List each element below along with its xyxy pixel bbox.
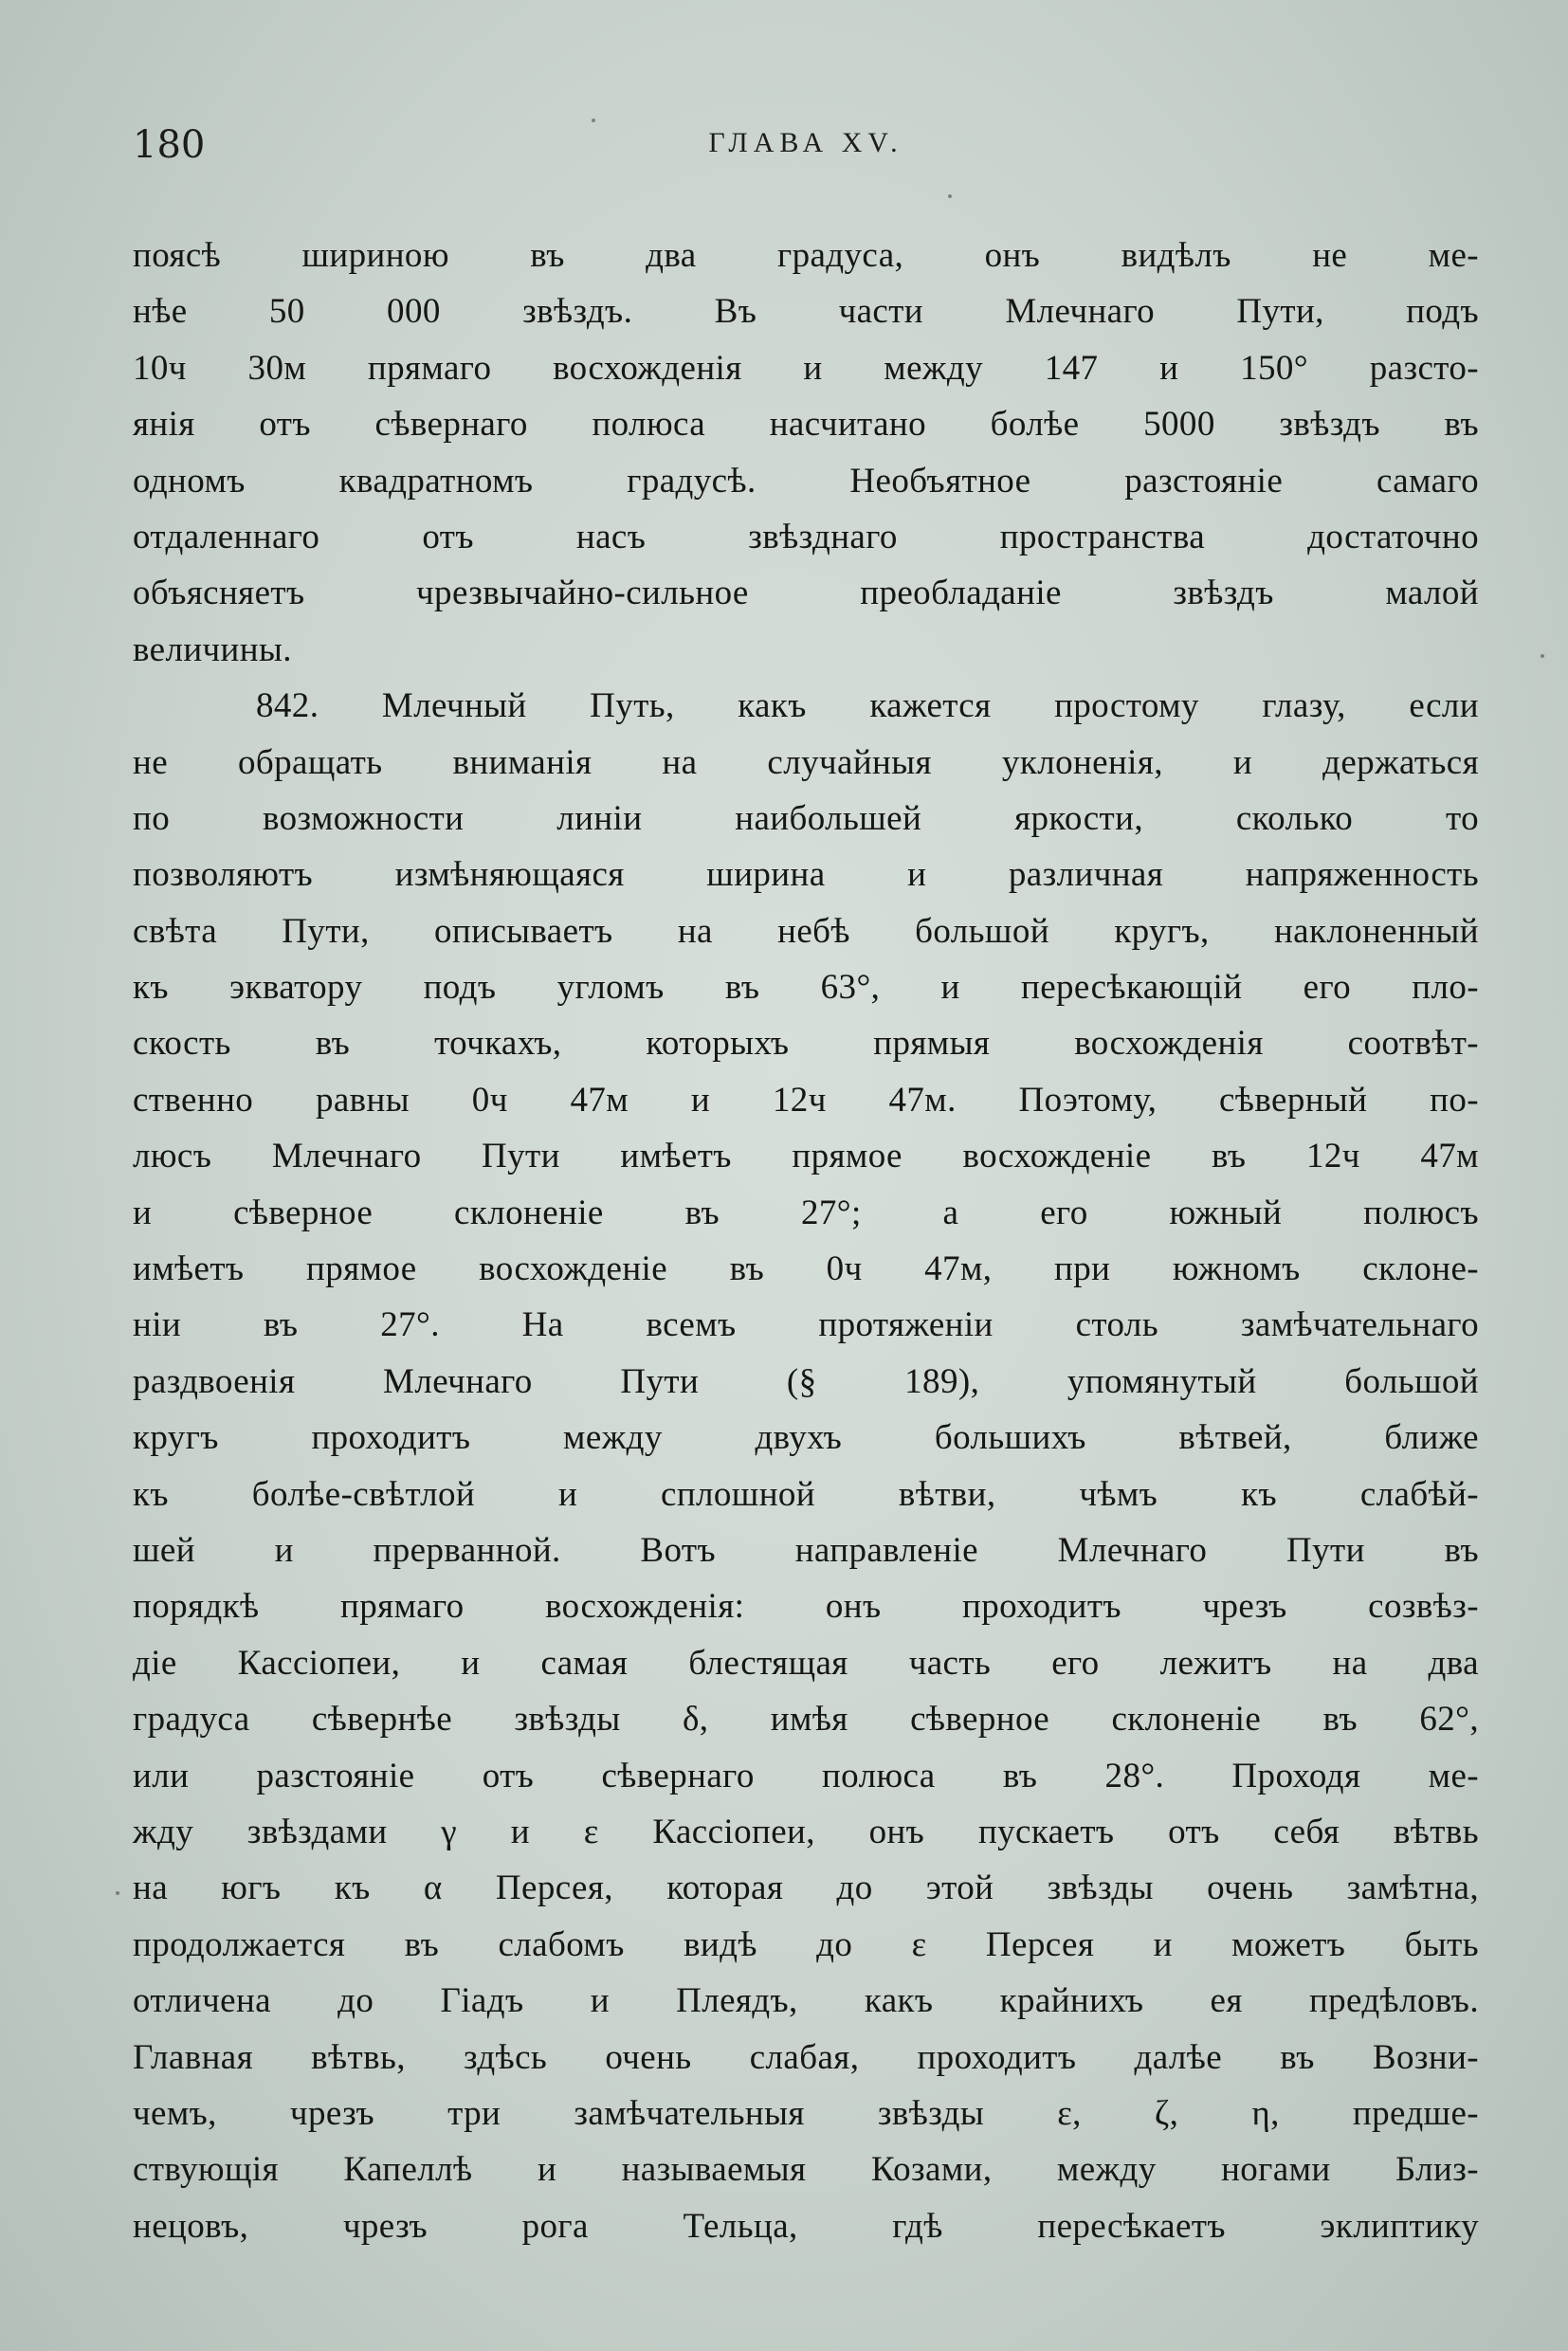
text-line: кругъ проходитъ между двухъ большихъ вѣтвей, ближе — [133, 1418, 1479, 1458]
text-line: ніи въ 27°. На всемъ протяженіи столь замѣчательнаго — [133, 1305, 1479, 1345]
text-line: Главная вѣтвь, здѣсь очень слабая, проходитъ далѣе въ Возни- — [133, 2037, 1479, 2077]
text-line: градуса сѣвернѣе звѣзды δ, имѣя сѣверное склоненіе въ 62°, — [133, 1700, 1479, 1740]
text-line: діе Кассіопеи, и самая блестящая часть его лежитъ на два — [133, 1643, 1479, 1683]
text-line: порядкѣ прямаго восхожденія: онъ проходитъ чрезъ созвѣз- — [133, 1587, 1479, 1627]
text-line: величины. — [133, 629, 292, 669]
text-line: нецовъ, чрезъ рога Тельца, гдѣ пересѣкаетъ эклиптику — [133, 2206, 1479, 2246]
text-line: одномъ квадратномъ градусѣ. Необъятное разстояніе самаго — [133, 461, 1479, 501]
text-line: или разстояніе отъ сѣвернаго полюса въ 28°. Проходя ме- — [133, 1756, 1479, 1795]
paper-speck — [1541, 654, 1544, 658]
chapter-heading: ГЛАВА XV. — [708, 127, 903, 158]
paper-speck — [592, 118, 595, 122]
text-line: 10ч 30м прямаго восхожденія и между 147 и 150° разсто- — [133, 348, 1479, 388]
text-line: и сѣверное склоненіе въ 27°; а его южный полюсъ — [133, 1193, 1479, 1232]
text-line: продолжается въ слабомъ видѣ до ε Персея и можетъ быть — [133, 1924, 1479, 1964]
text-line: позволяютъ измѣняющаяся ширина и различная напряженность — [133, 855, 1479, 895]
page-header — [133, 123, 1479, 180]
text-line: къ болѣе-свѣтлой и сплошной вѣтви, чѣмъ къ слабѣй- — [133, 1474, 1479, 1514]
page-number: 180 — [133, 123, 206, 167]
text-line: люсъ Млечнаго Пути имѣетъ прямое восхожденіе въ 12ч 47м — [133, 1137, 1479, 1176]
body-text — [133, 228, 1479, 2254]
text-line: ствующія Капеллѣ и называемыя Козами, между ногами Близ- — [133, 2150, 1479, 2190]
text-line: янія отъ сѣвернаго полюса насчитано болѣе 5000 звѣздъ въ — [133, 405, 1479, 445]
text-line: отличена до Гіадъ и Плеядъ, какъ крайнихъ ея предѣловъ. — [133, 1981, 1479, 2021]
text-line: шей и прерванной. Вотъ направленіе Млечнаго Пути въ — [133, 1530, 1479, 1570]
text-line: жду звѣздами γ и ε Кассіопеи, онъ пускаетъ отъ себя вѣтвь — [133, 1812, 1479, 1851]
paper-speck — [116, 1891, 119, 1895]
text-line: поясѣ шириною въ два градуса, онъ видѣлъ не ме- — [133, 236, 1479, 275]
text-line: свѣта Пути, описываетъ на небѣ большой кругъ, наклоненный — [133, 911, 1479, 951]
text-line: ственно равны 0ч 47м и 12ч 47м. Поэтому, сѣверный по- — [133, 1080, 1479, 1120]
text-line: скость въ точкахъ, которыхъ прямыя восхожденія соотвѣт- — [133, 1024, 1479, 1064]
text-line: къ экватору подъ угломъ въ 63°, и пересѣкающій его пло- — [133, 968, 1479, 1008]
text-line: на югъ къ α Персея, которая до этой звѣзды очень замѣтна, — [133, 1868, 1479, 1908]
text-line: объясняетъ чрезвычайно-сильное преобладаніе звѣздъ малой — [133, 574, 1479, 613]
paragraph-start-line: 842. Млечный Путь, какъ кажется простому глазу, если — [256, 686, 1479, 726]
text-line: не обращать вниманія на случайныя уклоненія, и держаться — [133, 742, 1479, 782]
text-line: раздвоенія Млечнаго Пути (§ 189), упомянутый большой — [133, 1361, 1479, 1401]
text-line: имѣетъ прямое восхожденіе въ 0ч 47м, при южномъ склоне- — [133, 1249, 1479, 1289]
text-line: чемъ, чрезъ три замѣчательныя звѣзды ε, ζ, η, предше- — [133, 2093, 1479, 2133]
text-line: по возможности линіи наибольшей яркости, сколько то — [133, 798, 1479, 838]
text-line: отдаленнаго отъ насъ звѣзднаго пространства достаточно — [133, 517, 1479, 556]
paper-speck — [948, 194, 952, 198]
text-line: нѣе 50 000 звѣздъ. Въ части Млечнаго Пути, подъ — [133, 292, 1479, 332]
